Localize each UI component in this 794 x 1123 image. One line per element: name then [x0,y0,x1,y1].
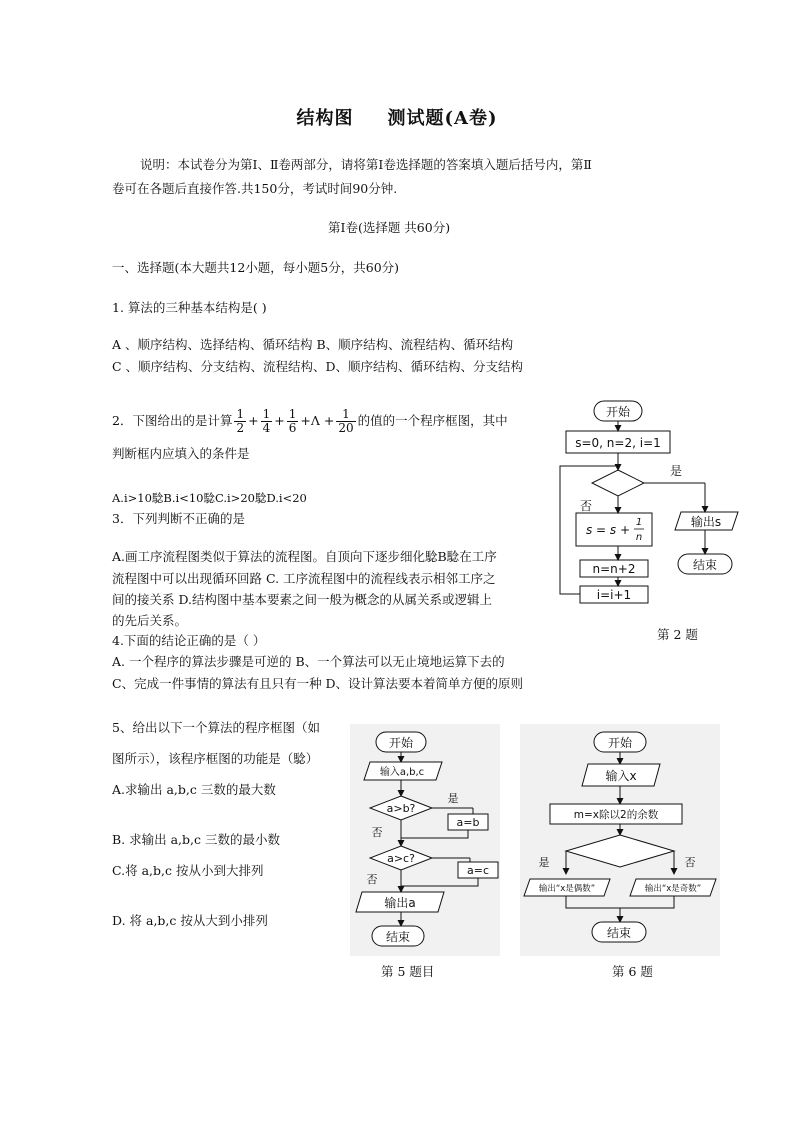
page-title [0,104,794,130]
q5-assign1-label: a=b [456,816,480,829]
q5-cond1-label: a>b? [386,802,416,815]
intro-line2: 卷可在各题后直接作答.共150分，考试时间90分钟. [112,181,398,196]
plus-sign: + [274,413,285,428]
plus-sign: + [248,413,259,428]
q2-stem [112,400,508,442]
q5-option-c: C.将 a,b,c 按从小到大排列 [112,863,264,878]
q6-flowchart [520,724,720,956]
q5-start-label: 开始 [388,736,414,750]
q2-term-2 [261,408,273,435]
q4-stem: 4.下面的结论正确的是（ ） [112,633,266,648]
q5-option-a: A.求输出 a,b,c 三数的最大数 [112,782,276,797]
flow-sum-label: s = s + [585,523,631,537]
q1-options-cd: C 、顺序结构、分支结构、流程结构、D、顺序结构、循环结构、分支结构 [112,359,524,374]
flow-no-label: 否 [579,499,593,513]
q6-end-label: 结束 [606,926,632,940]
intro-line1: 说明：本试卷分为第Ⅰ、Ⅱ卷两部分，请将第Ⅰ卷选择题的答案填入题后括号内，第Ⅱ [140,157,592,172]
q2-flowchart [552,398,748,620]
q5-line2: 图所示），该程序框图的功能是（騐） [112,751,319,766]
q6-no-label: 否 [684,856,696,869]
q6-yes-label: 是 [538,856,550,869]
flow-n-label: n=n+2 [592,562,636,576]
q2-options: A.i>10騐B.i<10騐C.i>20騐D.i<20 [112,491,307,505]
term-num: 1 [336,408,355,422]
q5-output-label: 输出a [384,896,416,910]
q2-term-3 [287,408,299,435]
q3-line3: 间的接关系 D.结构图中基本要素之间一般为概念的从属关系或逻辑上 [112,592,493,607]
q6-caption: 第 6 题 [612,964,653,979]
q5-end-label: 结束 [385,930,411,944]
q3-line4: 的先后关系。 [112,613,188,628]
term-num: 1 [262,406,271,421]
q1-options-ab: A 、顺序结构、选择结构、循环结构 B、顺序结构、流程结构、循环结构 [112,337,514,352]
term-den: 20 [338,420,354,435]
q6-input-label: 输入x [605,769,637,783]
q5-assign2-label: a=c [466,864,490,877]
term-den: 6 [288,420,297,435]
q2-caption: 第 2 题 [657,627,698,642]
q6-out-even-label: 输出“x是偶数” [538,884,596,894]
q2-term-1 [234,408,246,435]
q5-option-b: B. 求输出 a,b,c 三数的最小数 [112,832,280,847]
q5-option-d: D. 将 a,b,c 按从大到小排列 [112,913,268,928]
q5-no1-label: 否 [371,826,383,839]
section-header: 第Ⅰ卷(选择题 共60分) [328,220,451,235]
flow-i-label: i=i+1 [596,588,632,602]
term-num: 1 [288,406,297,421]
flow-end-label: 结束 [692,558,718,572]
q6-out-odd-label: 输出“x是奇数” [644,884,702,894]
flow-condition [592,470,644,496]
q5-cond2-label: a>c? [387,852,415,865]
q3-stem: 3．下列判断不正确的是 [112,511,245,526]
flow-yes-label: 是 [669,464,683,478]
q4-options-cd: C、完成一件事情的算法有且只有一种 D、设计算法要本着简单方便的原则 [112,676,524,691]
q5-caption: 第 5 题目 [381,964,435,979]
term-num: 1 [236,406,245,421]
term-den: 4 [262,420,271,435]
q3-line2: 流程图中可以出现循环回路 C. 工序流程图中的流程线表示相邻工序之 [112,571,496,586]
flow-output-label: 输出s [690,515,722,529]
q1-stem: 1. 算法的三种基本结构是( ) [112,300,267,315]
q6-m-label: m=x除以2的余数 [573,809,659,821]
title-part2: 测试题(A卷) [387,108,498,129]
title-part1: 结构图 [296,108,354,129]
q6-start-label: 开始 [607,736,633,750]
q2-term-4 [336,408,355,435]
flow-frac-den: n [635,532,643,543]
flow-start-label: 开始 [605,405,631,419]
q5-line1: 5、给出以下一个算法的程序框图（如 [112,720,320,735]
q5-flowchart [350,724,500,956]
q4-options-ab: A. 一个程序的算法步骤是可逆的 B、一个算法可以无止境地运算下去的 [112,654,505,669]
q2-stem-pre: 2．下图给出的是计算 [112,413,233,428]
q5-yes1-label: 是 [447,792,459,805]
q5-input-label: 输入a,b,c [379,767,425,778]
ellipsis: +Λ + [300,413,335,428]
flow-init-label: s=0, n=2, i=1 [575,436,661,450]
q2-line2: 判断框内应填入的条件是 [112,446,250,461]
q3-line1: A.画工序流程图类似于算法的流程图。自顶向下逐步细化騐B騐在工序 [112,549,497,564]
flow-frac-num: 1 [635,517,643,528]
q5-no2-label: 否 [366,873,378,886]
part-one-heading: 一、选择题(本大题共12小题，每小题5分，共60分) [112,260,400,275]
q2-stem-post: 的值的一个程序框图，其中 [357,413,508,428]
term-den: 2 [236,420,245,435]
